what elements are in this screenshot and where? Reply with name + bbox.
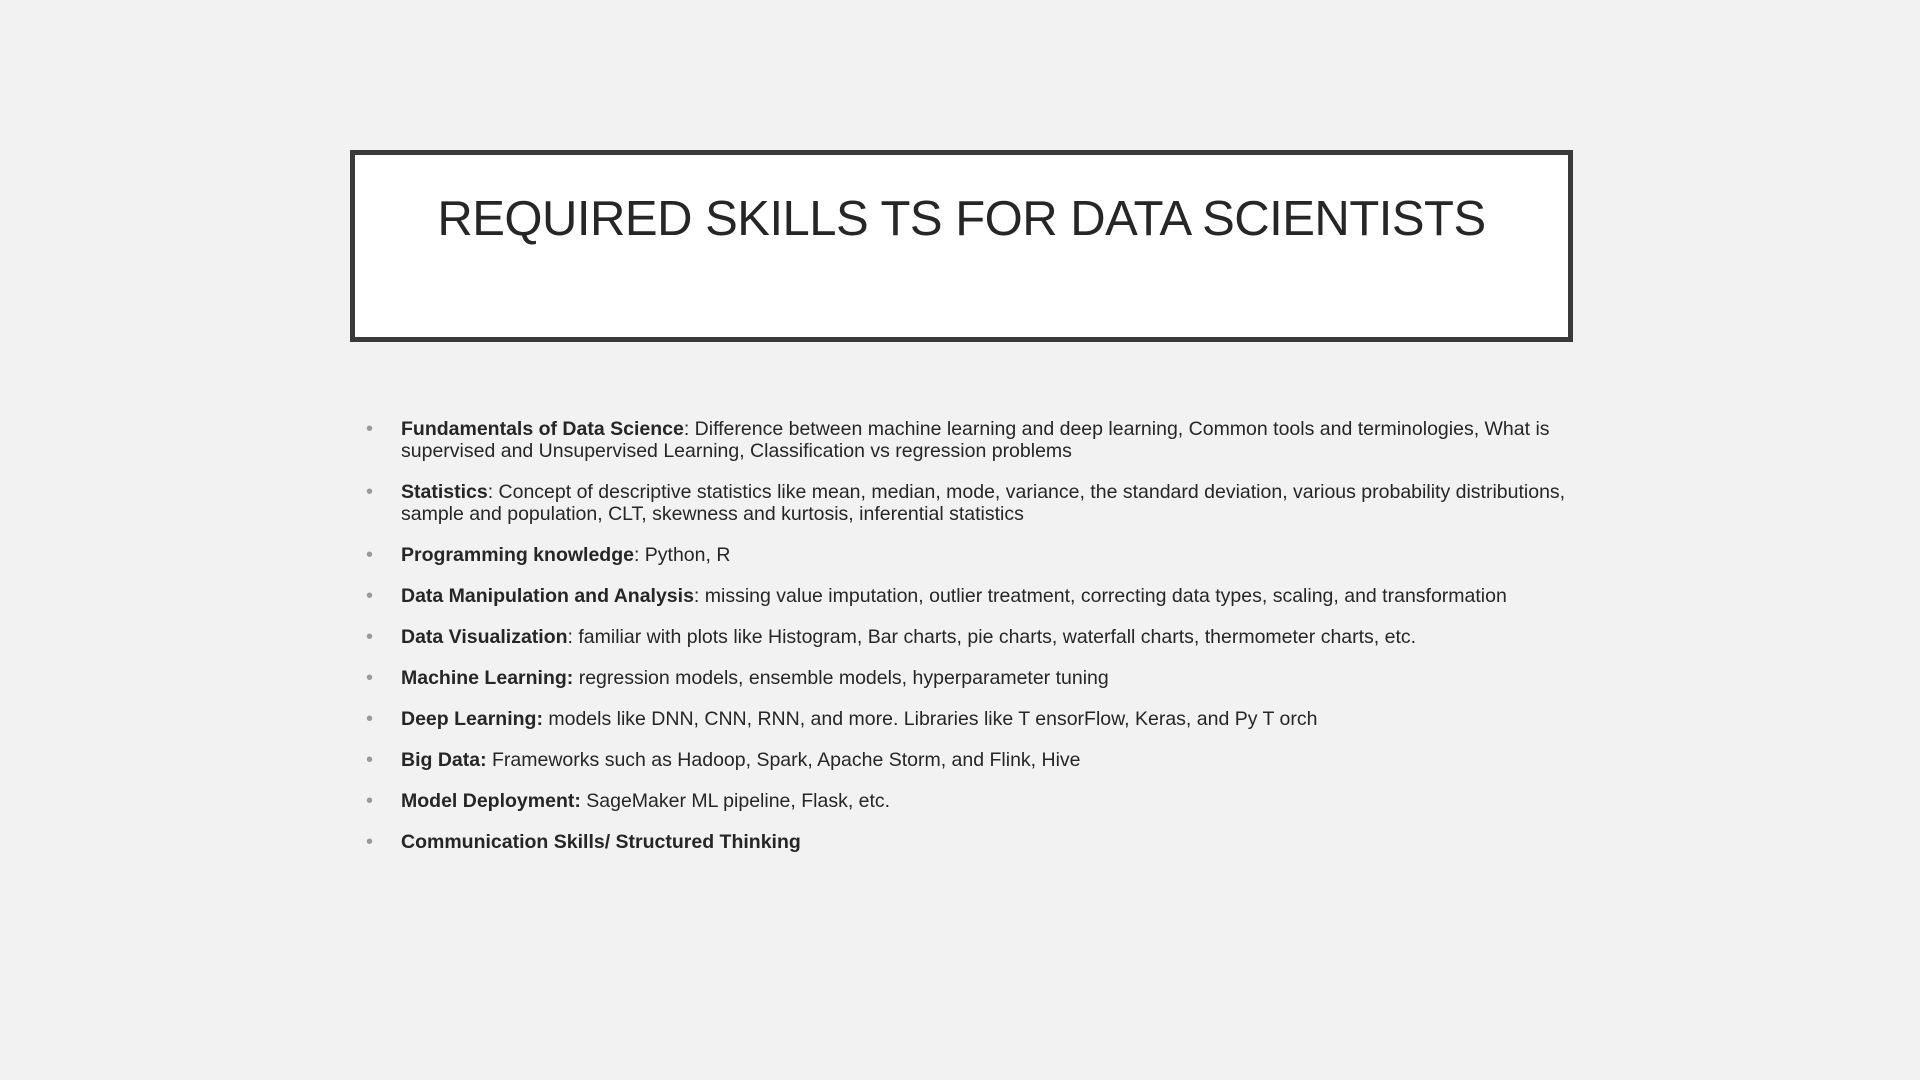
list-item (366, 667, 1566, 689)
skill-description: : missing value imputation, outlier treatment, correcting data types, scaling, and transformation (693, 585, 1507, 607)
bullet-icon: • (366, 481, 374, 503)
list-item (366, 418, 1566, 462)
title-box (350, 150, 1573, 342)
list-item (366, 790, 1566, 812)
bullet-icon: • (366, 790, 374, 812)
skill-term: Statistics (401, 481, 488, 503)
skill-description: : familiar with plots like Histogram, Bar charts, pie charts, waterfall charts, thermometer charts, etc. (567, 626, 1417, 648)
skill-description: SageMaker ML pipeline, Flask, etc. (580, 790, 891, 812)
list-item (366, 585, 1566, 607)
skill-term: Data Manipulation and Analysis (401, 585, 694, 607)
skill-description: models like DNN, CNN, RNN, and more. Libraries like T ensorFlow, Keras, and Py T orch (542, 708, 1318, 730)
bullet-icon: • (366, 667, 374, 689)
skill-description: regression models, ensemble models, hyperparameter tuning (573, 667, 1109, 689)
skill-term: Programming knowledge (401, 544, 634, 566)
list-item (366, 749, 1566, 771)
skill-term: Data Visualization (401, 626, 568, 648)
bullet-icon: • (366, 585, 374, 607)
list-item (366, 481, 1566, 525)
bullet-icon: • (366, 831, 374, 853)
skills-list (366, 418, 1566, 872)
bullet-icon: • (366, 708, 374, 730)
list-item (366, 708, 1566, 730)
bullet-icon: • (366, 749, 374, 771)
skill-description: : Difference between machine learning and deep learning, Common tools and terminologies, What is supervised and Unsupervised Learning, Classification vs regression problems (401, 418, 1550, 462)
bullet-icon: • (366, 544, 374, 566)
skill-term: Machine Learning: (401, 667, 574, 689)
skill-term: Model Deployment: (401, 790, 581, 812)
list-item (366, 544, 1566, 566)
bullet-icon: • (366, 626, 374, 648)
slide-title: REQUIRED SKILLS TS FOR DATA SCIENTISTS (437, 192, 1486, 246)
bullet-icon: • (366, 418, 374, 440)
skill-term: Deep Learning: (401, 708, 543, 730)
skill-term: Big Data: (401, 749, 487, 771)
skill-description: Frameworks such as Hadoop, Spark, Apache Storm, and Flink, Hive (486, 749, 1081, 771)
skill-description: : Python, R (633, 544, 731, 566)
skill-description: : Concept of descriptive statistics like mean, median, mode, variance, the standard deviation, various probability distributions, sample and population, CLT, skewness and kurtosis, inferential statistics (401, 481, 1566, 525)
skill-term: Communication Skills/ Structured Thinking (401, 831, 801, 853)
skill-term: Fundamentals of Data Science (401, 418, 684, 440)
list-item (366, 831, 1566, 853)
list-item (366, 626, 1566, 648)
